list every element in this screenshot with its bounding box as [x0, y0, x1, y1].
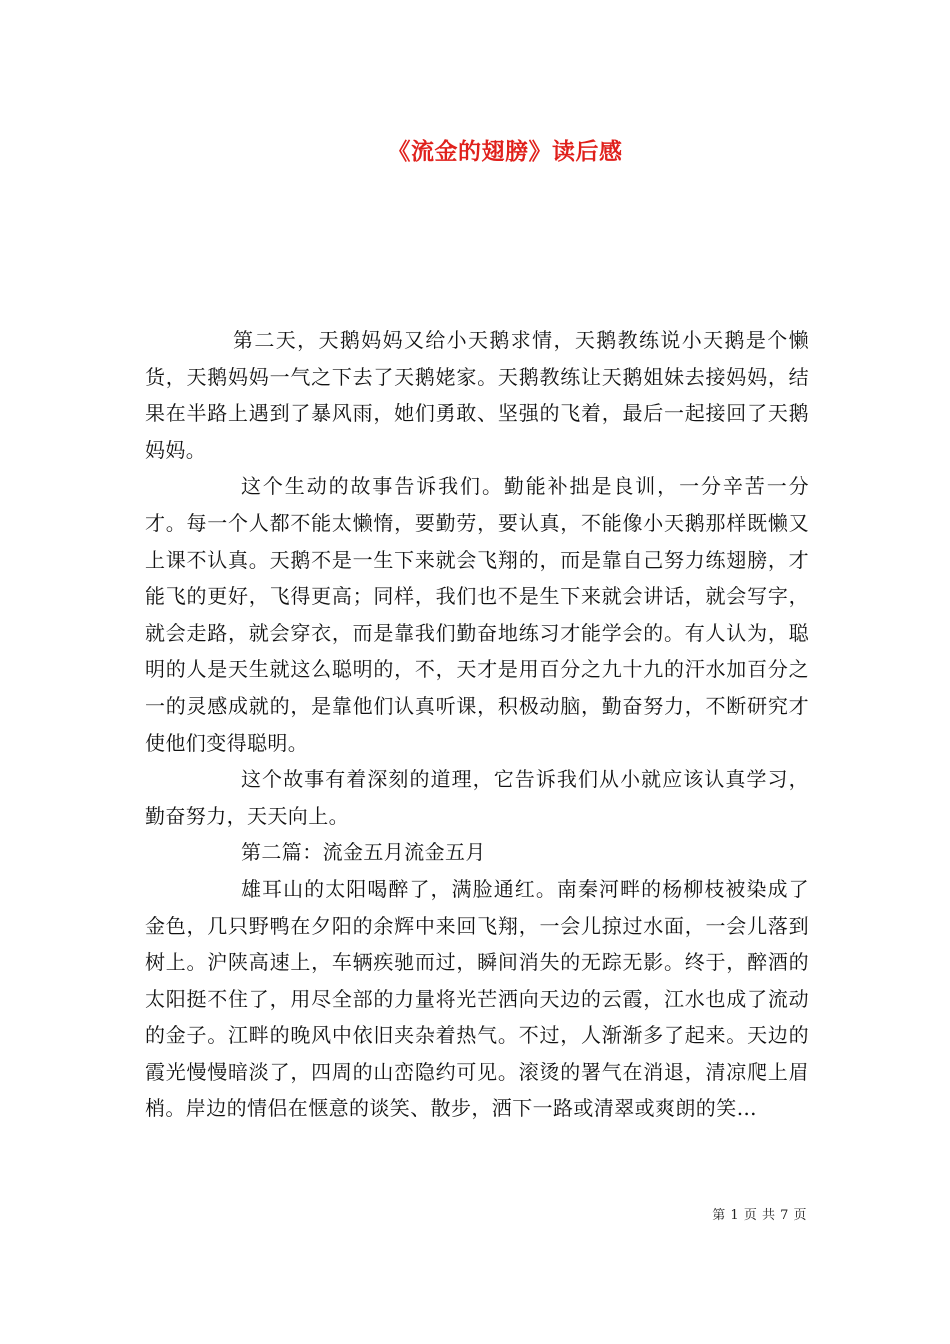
section-heading: 第二篇：流金五月流金五月 [241, 840, 486, 865]
paragraph: 这个生动的故事告诉我们。勤能补拙是良训，一分辛苦一分才。每一个人都不能太懒惰，要勤劳，要认真，不能像小天鹅那样既懒又上课不认真。天鹅不是一生下来就会飞翔的，而是靠自己努力练翅膀，才能飞的更好，飞得更高；同样，我们也不是生下来就会讲话，就会写字，就会走路，就会穿衣，而是靠我们勤奋地练习才能学会的。有人认为，聪明的人是天生就这么聪明的，不，天才是用百分之九十九的汗水加百分之一的灵感成就的，是靠他们认真听课，积极动脑，勤奋努力，不断研究才使他们变得聪明。 [145, 474, 809, 755]
page-number: 第 1 页 共 7 页 [712, 1208, 807, 1223]
document-body [145, 322, 809, 1127]
paragraph: 雄耳山的太阳喝醉了，满脸通红。南秦河畔的杨柳枝被染成了金色，几只野鸭在夕阳的余辉中来回飞翔，一会儿掠过水面，一会儿落到树上。沪陕高速上，车辆疾驰而过，瞬间消失的无踪无影。终于，醉酒的太阳挺不住了，用尽全部的力量将光芒洒向天边的云霞，江水也成了流动的金子。江畔的晚风中依旧夹杂着热气。不过，人渐渐多了起来。天边的霞光慢慢暗淡了，四周的山峦隐约可见。滚烫的署气在消退，清凉爬上眉梢。岸边的情侣在惬意的谈笑、散步，洒下一路或清翠或爽朗的笑… [145, 876, 809, 1121]
paragraph: 第二天，天鹅妈妈又给小天鹅求情，天鹅教练说小天鹅是个懒货，天鹅妈妈一气之下去了天鹅姥家。天鹅教练让天鹅姐妹去接妈妈，结果在半路上遇到了暴风雨，她们勇敢、坚强的飞着，最后一起接回了天鹅妈妈。 [145, 328, 809, 462]
document-title: 《流金的翅膀》读后感 [387, 138, 623, 165]
paragraph: 这个故事有着深刻的道理，它告诉我们从小就应该认真学习，勤奋努力，天天向上。 [145, 767, 809, 828]
